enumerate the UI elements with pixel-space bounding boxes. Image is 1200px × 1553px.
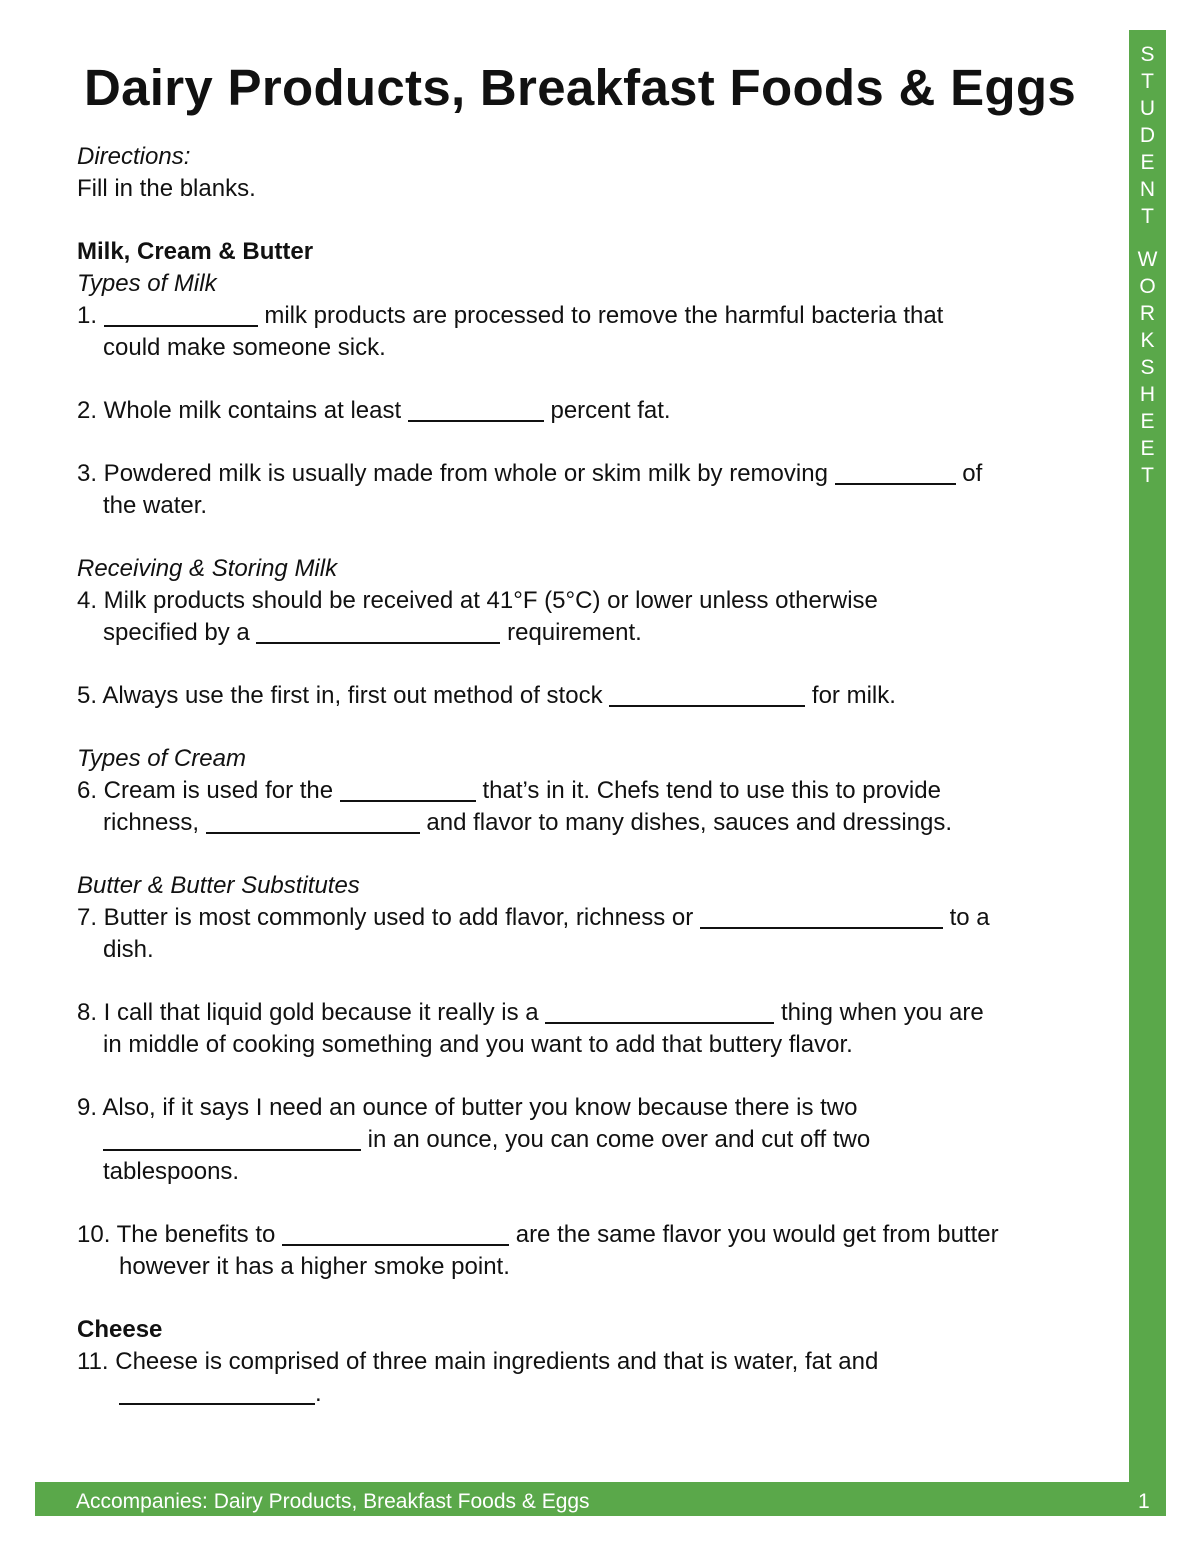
question-11 [77, 1346, 1117, 1410]
q1-blank[interactable] [104, 301, 258, 327]
question-3 [77, 458, 1117, 522]
q6-text-after: that’s in it. Chefs tend to use this to provide [482, 777, 941, 804]
page-title: Dairy Products, Breakfast Foods & Eggs [84, 59, 1076, 116]
q9-continuation-2: tablespoons. [103, 1158, 240, 1185]
q8-blank[interactable] [545, 998, 774, 1024]
q10-text-after: are the same flavor you would get from butter [515, 1221, 999, 1248]
directions-text: Fill in the blanks. [77, 175, 256, 202]
q7-blank[interactable] [700, 903, 943, 929]
q5-text-after: for milk. [811, 682, 896, 709]
directions-label: Directions: [77, 143, 191, 170]
q7-continuation: dish. [103, 936, 154, 963]
sidebar-worksheet-letter: O [1139, 275, 1156, 298]
q8-text-before: 8. I call that liquid gold because it really is a [77, 999, 539, 1026]
q10-text-before: 10. The benefits to [77, 1221, 276, 1248]
q7-text-after: to a [949, 904, 990, 931]
q4-continuation [77, 617, 1117, 649]
question-9 [77, 1092, 1117, 1188]
q10-continuation: however it has a higher smoke point. [119, 1253, 510, 1280]
footer-bar [35, 1482, 1166, 1516]
sidebar-student-letter: N [1139, 178, 1156, 201]
q9-text-after: in an ounce, you can come over and cut off two [367, 1126, 871, 1153]
sidebar-student-letter: E [1140, 151, 1155, 174]
q6-continuation [77, 807, 1117, 839]
question-8 [77, 997, 1117, 1061]
q5-text-before: 5. Always use the first in, first out method of stock [77, 682, 603, 709]
student-worksheet-sidebar [1129, 30, 1166, 1482]
q2-text-before: 2. Whole milk contains at least [77, 397, 402, 424]
question-6 [77, 775, 1117, 839]
sidebar-worksheet-letter: W [1137, 248, 1158, 271]
subheading-types-of-milk: Types of Milk [77, 270, 217, 297]
q6-blank-2[interactable] [206, 808, 420, 834]
q2-blank[interactable] [408, 396, 544, 422]
worksheet-body [77, 141, 1117, 1410]
question-5 [77, 680, 1117, 712]
q6-cont-after: and flavor to many dishes, sauces and dressings. [426, 809, 953, 836]
question-4 [77, 585, 1117, 649]
q2-text-after: percent fat. [550, 397, 671, 424]
q10-blank[interactable] [282, 1220, 509, 1246]
q3-text-after: of [962, 460, 983, 487]
q11-text-after: . [315, 1380, 322, 1407]
page-number: 1 [1138, 1490, 1150, 1513]
q1-number: 1. [77, 302, 98, 329]
q4-text-before: specified by a [103, 619, 250, 646]
section-heading-milk: Milk, Cream & Butter [77, 238, 314, 265]
sidebar-worksheet-letter: E [1140, 410, 1155, 433]
q9-blank[interactable] [103, 1125, 361, 1151]
q4-line1: 4. Milk products should be received at 41°F (5°C) or lower unless otherwise [77, 587, 878, 614]
q8-text-after: thing when you are [780, 999, 984, 1026]
q11-continuation [77, 1378, 1117, 1410]
footer-text: Accompanies: Dairy Products, Breakfast Foods & Eggs [76, 1490, 590, 1513]
q9-continuation [77, 1124, 1117, 1156]
q11-blank[interactable] [119, 1379, 315, 1405]
question-2 [77, 395, 1117, 427]
question-1 [77, 300, 1117, 364]
q9-line1: 9. Also, if it says I need an ounce of butter you know because there is two [77, 1094, 858, 1121]
sidebar-worksheet-letter: R [1139, 302, 1156, 325]
q3-continuation: the water. [103, 492, 208, 519]
q5-blank[interactable] [609, 681, 805, 707]
sidebar-worksheet-letter: T [1141, 464, 1154, 487]
q6-blank-1[interactable] [340, 776, 476, 802]
sidebar-worksheet-letter: S [1140, 356, 1155, 379]
question-7 [77, 902, 1117, 966]
question-10 [77, 1219, 1117, 1283]
sidebar-student-letter: S [1140, 43, 1155, 66]
q6-cont-before: richness, [103, 809, 200, 836]
sidebar-student-letter: U [1139, 97, 1156, 120]
sidebar-student-letter: D [1139, 124, 1156, 147]
q1-text: milk products are processed to remove the harmful bacteria that [264, 302, 944, 329]
q7-text-before: 7. Butter is most commonly used to add flavor, richness or [77, 904, 694, 931]
subheading-butter: Butter & Butter Substitutes [77, 872, 360, 899]
sidebar-vertical-label [1129, 41, 1166, 489]
q4-blank[interactable] [256, 618, 500, 644]
sidebar-worksheet-letter: K [1140, 329, 1155, 352]
q3-blank[interactable] [835, 459, 956, 485]
q1-continuation: could make someone sick. [103, 334, 386, 361]
q3-text-before: 3. Powdered milk is usually made from whole or skim milk by removing [77, 460, 828, 487]
subheading-receiving: Receiving & Storing Milk [77, 555, 338, 582]
sidebar-student-letter: T [1141, 205, 1154, 228]
q4-text-after: requirement. [507, 619, 642, 646]
q6-text-before: 6. Cream is used for the [77, 777, 334, 804]
section-heading-cheese: Cheese [77, 1316, 163, 1343]
q8-continuation: in middle of cooking something and you want to add that buttery flavor. [103, 1031, 853, 1058]
q11-line1: 11. Cheese is comprised of three main ingredients and that is water, fat and [77, 1348, 879, 1375]
sidebar-student-letter: T [1141, 70, 1154, 93]
sidebar-worksheet-letter: E [1140, 437, 1155, 460]
subheading-types-of-cream: Types of Cream [77, 745, 246, 772]
sidebar-worksheet-letter: H [1139, 383, 1156, 406]
